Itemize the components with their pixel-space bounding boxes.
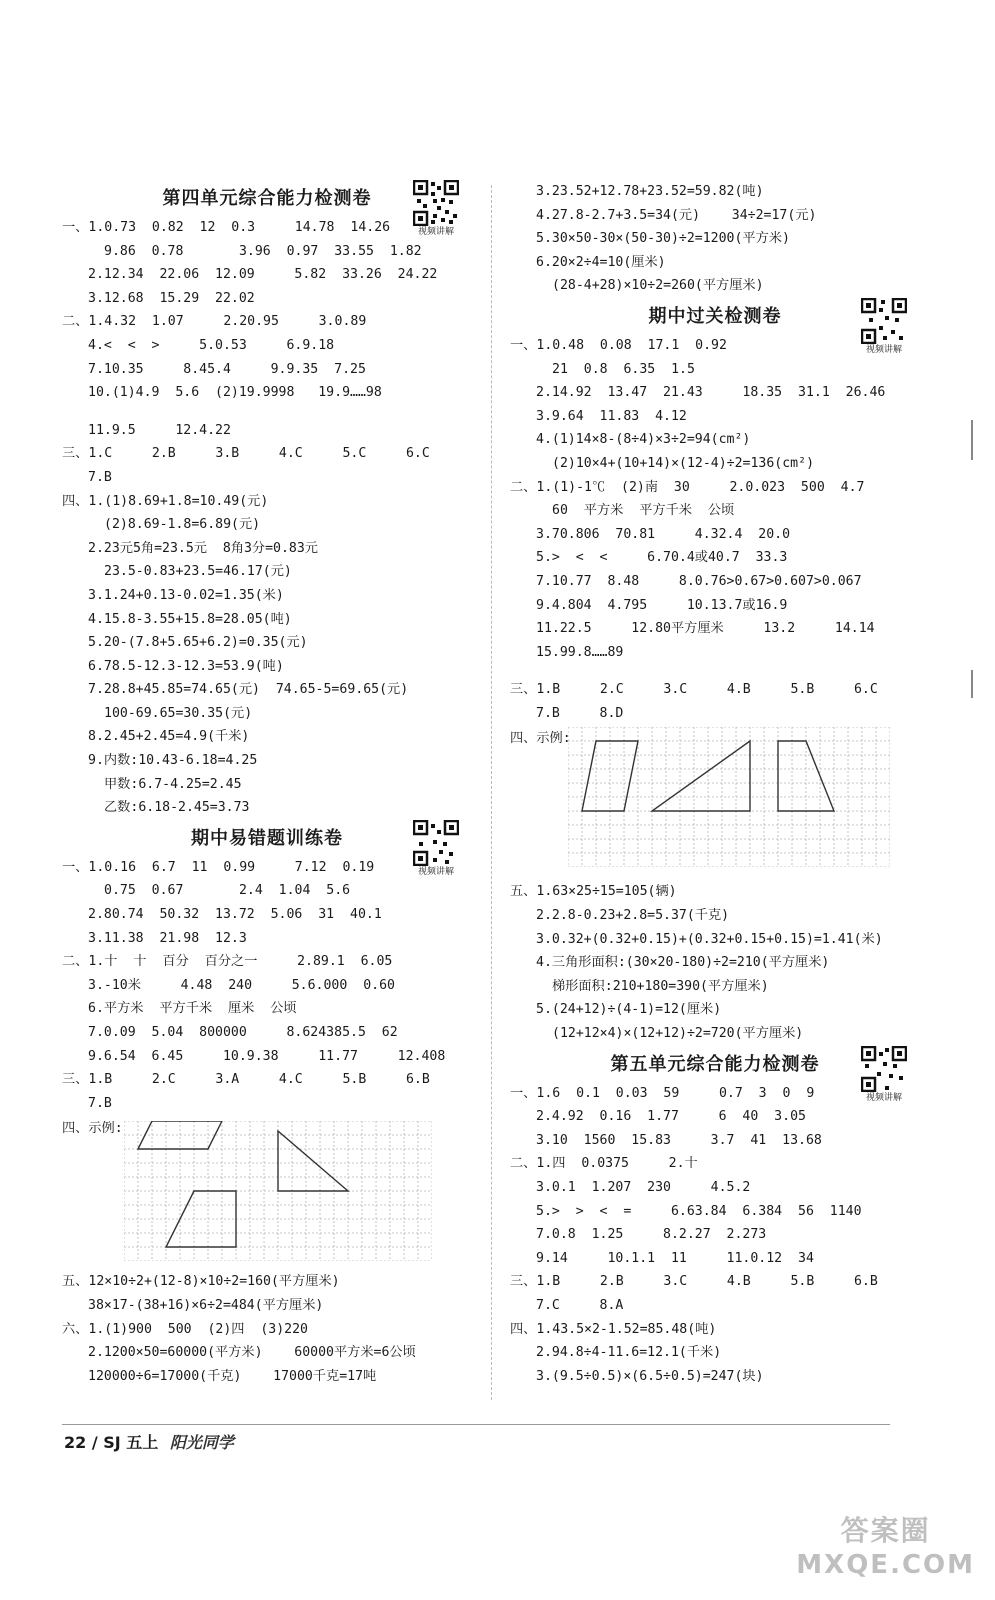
answer-line: 3.(9.5÷0.5)×(6.5÷0.5)=247(块): [536, 1368, 764, 1384]
answer-line: 23.5-0.83+23.5=46.17(元): [104, 564, 292, 580]
answer-line: 4.15.8-3.55+15.8=28.05(吨): [88, 611, 292, 627]
answer-line: 4.27.8-2.7+3.5=34(元) 34÷2=17(元): [536, 207, 817, 223]
answer-line: 四、1.43.5×2-1.52=85.48(吨): [510, 1321, 717, 1337]
page-number: 22: [64, 1433, 87, 1452]
footer-text: / SJ 五上: [91, 1433, 159, 1452]
answer-line: 三、1.B 2.B 3.C 4.B 5.B 6.B: [510, 1274, 878, 1290]
answer-line: 3.-10米 4.48 240 5.6.000 0.60: [88, 977, 395, 993]
triangle-shape: [652, 741, 750, 811]
answer-line: 4.三角形面积:(30×20-180)÷2=210(平方厘米): [536, 955, 830, 971]
answer-line: 0.75 0.67 2.4 1.04 5.6: [104, 883, 351, 899]
qr-icon: [861, 1046, 907, 1092]
answer-line: 100-69.65=30.35(元): [104, 705, 253, 721]
answer-line: 六、1.(1)900 500 (2)四 (3)220: [62, 1321, 308, 1337]
answer-line: 7.10.77 8.48 8.0.76>0.67>0.607>0.067: [536, 573, 862, 589]
answer-line: 2.14.92 13.47 21.43 18.35 31.1 26.46: [536, 385, 886, 401]
answer-line: 15.99.8……89: [536, 644, 624, 660]
left-column: [62, 180, 472, 1388]
answer-line: 7.10.35 8.45.4 9.9.35 7.25: [88, 361, 366, 377]
answer-line: 4.(1)14×8-(8÷4)×3÷2=94(cm²): [536, 432, 751, 448]
answer-line: 7.0.09 5.04 800000 8.624385.5 62: [88, 1025, 398, 1040]
answer-line: 2.12.34 22.06 12.09 5.82 33.26 24.22: [88, 267, 438, 283]
brand-logo: 阳光同学: [169, 1433, 234, 1452]
answer-line: 9.4.804 4.795 10.13.7或16.9: [536, 597, 788, 613]
answer-line: 9.6.54 6.45 10.9.38 11.77 12.408: [88, 1048, 446, 1064]
answer-line: 3.11.38 21.98 12.3: [88, 930, 247, 946]
answer-line: 一、1.0.73 0.82 12 0.3 14.78 14.26: [62, 220, 391, 235]
grid-figure: [568, 727, 890, 867]
column-divider: [491, 185, 492, 1400]
answer-line: 9.86 0.78 3.96 0.97 33.55 1.82: [104, 243, 422, 259]
answer-line: 5.> > < = 6.63.84 6.384 56 1140: [536, 1203, 862, 1219]
answer-line: 一、1.0.48 0.08 17.1 0.92: [510, 337, 727, 353]
answer-line: 3.23.52+12.78+23.52=59.82(吨): [536, 184, 764, 199]
qr-code[interactable]: [408, 820, 464, 878]
answer-line: 2.4.92 0.16 1.77 6 40 3.05: [536, 1109, 806, 1125]
grid-figure: [124, 1121, 432, 1261]
answer-line: (28-4+28)×10÷2=260(平方厘米): [552, 278, 764, 294]
answer-line: 四、1.(1)8.69+1.8=10.49(元): [62, 493, 269, 509]
answer-line: 3.0.32+(0.32+0.15)+(0.32+0.15+0.15)=1.41(米): [536, 931, 883, 947]
answer-line: 二、1.四 0.0375 2.十: [510, 1156, 698, 1172]
answer-line: (2)10×4+(10+14)×(12-4)÷2=136(cm²): [552, 455, 815, 471]
answer-line: 二、1.十 十 百分 百分之一 2.89.1 6.05: [62, 954, 393, 970]
answer-line: 2.80.74 50.32 13.72 5.06 31 40.1: [88, 907, 382, 923]
answer-line: 3.1.24+0.13-0.02=1.35(米): [88, 587, 284, 603]
answer-line: 7.C 8.A: [536, 1297, 624, 1313]
qr-label: 视频讲解: [417, 227, 454, 237]
answer-line: 二、1.(1)-1℃ (2)南 30 2.0.023 500 4.7: [510, 479, 865, 495]
answer-line: 5.20-(7.8+5.65+6.2)=0.35(元): [88, 635, 308, 651]
watermark: [796, 1514, 975, 1582]
answer-line: (12+12×4)×(12+12)÷2=720(平方厘米): [552, 1026, 804, 1042]
qr-icon: [413, 180, 459, 226]
qr-label: 视频讲解: [865, 1092, 902, 1103]
grid-label: 四、示例:: [62, 1121, 123, 1137]
example-grid: [62, 1115, 472, 1270]
section-title-text: 第五单元综合能力检测卷: [610, 1053, 820, 1075]
answer-line: 3.10 1560 15.83 3.7 41 13.68: [536, 1132, 822, 1148]
answer-line: 三、1.C 2.B 3.B 4.C 5.C 6.C: [62, 446, 430, 462]
footer-rule: [62, 1424, 890, 1425]
answer-line: 五、1.63×25÷15=105(辆): [510, 884, 677, 900]
answer-line: 2.1200×50=60000(平方米) 60000平方米=6公顷: [88, 1345, 416, 1361]
answer-line: 五、12×10÷2+(12-8)×10÷2=160(平方厘米): [62, 1274, 340, 1290]
triangle-shape: [278, 1131, 348, 1191]
qr-code[interactable]: [408, 180, 464, 238]
answer-line: 7.B: [88, 1095, 112, 1111]
answer-line: 7.B: [88, 469, 112, 485]
section-title-text: 期中易错题训练卷: [191, 827, 343, 849]
answer-line: 3.9.64 11.83 4.12: [536, 408, 687, 424]
answer-line: 7.0.8 1.25 8.2.27 2.273: [536, 1227, 767, 1243]
answer-line: 5.30×50-30×(50-30)÷2=1200(平方米): [536, 231, 790, 247]
section-title-text: 第四单元综合能力检测卷: [162, 188, 372, 209]
edge-mark: [971, 420, 973, 460]
answer-line: 10.(1)4.9 5.6 (2)19.9998 19.9……98: [88, 385, 382, 401]
answer-line: 3.70.806 70.81 4.32.4 20.0: [536, 526, 791, 542]
watermark-main: 答案圈: [840, 1514, 931, 1547]
answer-line: 一、1.6 0.1 0.03 59 0.7 3 0 9: [510, 1085, 815, 1101]
answer-line: 11.9.5 12.4.22: [88, 422, 231, 438]
section-title-text: 期中过关检测卷: [648, 305, 782, 327]
answer-line: 5.> < < 6.70.4或40.7 33.3: [536, 550, 788, 566]
answer-line: (2)8.69-1.8=6.89(元): [104, 517, 261, 533]
answer-line: 3.12.68 15.29 22.02: [88, 290, 255, 306]
answer-line: 2.94.8÷4-11.6=12.1(千米): [536, 1345, 722, 1361]
answer-line: 6.平方米 平方千米 厘米 公顷: [88, 1001, 297, 1017]
answer-line: 乙数:6.18-2.45=3.73: [104, 800, 250, 816]
answer-line: 9.14 10.1.1 11 11.0.12 34: [536, 1250, 814, 1266]
qr-label: 视频讲解: [865, 344, 902, 355]
watermark-sub: MXQE.COM: [796, 1550, 975, 1580]
answer-line: 7.28.8+45.85=74.65(元) 74.65-5=69.65(元): [88, 682, 409, 698]
answer-line: 38×17-(38+16)×6÷2=484(平方厘米): [88, 1297, 324, 1313]
answer-line: 6.20×2÷4=10(厘米): [536, 254, 666, 270]
answer-line: 2.23元5角=23.5元 8角3分=0.83元: [88, 540, 318, 556]
answer-line: 二、1.4.32 1.07 2.20.95 3.0.89: [62, 314, 367, 330]
answer-line: 5.(24+12)÷(4-1)=12(厘米): [536, 1002, 722, 1018]
page-footer: [64, 1430, 234, 1453]
answer-line: 120000÷6=17000(千克) 17000千克=17吨: [88, 1368, 377, 1384]
answer-line: 21 0.8 6.35 1.5: [552, 361, 695, 377]
grid-label: 四、示例:: [510, 731, 571, 747]
qr-label: 视频讲解: [417, 866, 454, 877]
right-column: [510, 180, 920, 1388]
answer-line: 11.22.5 12.80平方厘米 13.2 14.14: [536, 621, 875, 637]
answer-line: 3.0.1 1.207 230 4.5.2: [536, 1180, 751, 1195]
answer-line: 4.< < > 5.0.53 6.9.18: [88, 337, 335, 353]
answer-line: 三、1.B 2.C 3.A 4.C 5.B 6.B: [62, 1072, 430, 1088]
answer-line: 三、1.B 2.C 3.C 4.B 5.B 6.C: [510, 682, 878, 698]
edge-mark: [971, 670, 973, 698]
answer-line: 60 平方米 平方千米 公顷: [552, 503, 735, 519]
qr-icon: [413, 820, 459, 866]
answer-line: 9.内数:10.43-6.18=4.25: [88, 753, 258, 769]
answer-line: 2.2.8-0.23+2.8=5.37(千克): [536, 908, 730, 924]
qr-code[interactable]: [856, 1046, 912, 1104]
answer-line: 8.2.45+2.45=4.9(千米): [88, 729, 250, 745]
answer-line: 6.78.5-12.3-12.3=53.9(吨): [88, 658, 284, 674]
answer-line: 梯形面积:210+180=390(平方厘米): [552, 978, 769, 994]
answer-line: 甲数:6.7-4.25=2.45: [104, 776, 242, 792]
qr-code[interactable]: [856, 298, 912, 356]
answer-line: 7.B 8.D: [536, 705, 624, 721]
example-grid: [510, 725, 920, 880]
answer-line: 一、1.0.16 6.7 11 0.99 7.12 0.19: [62, 859, 375, 875]
qr-icon: [861, 298, 907, 344]
